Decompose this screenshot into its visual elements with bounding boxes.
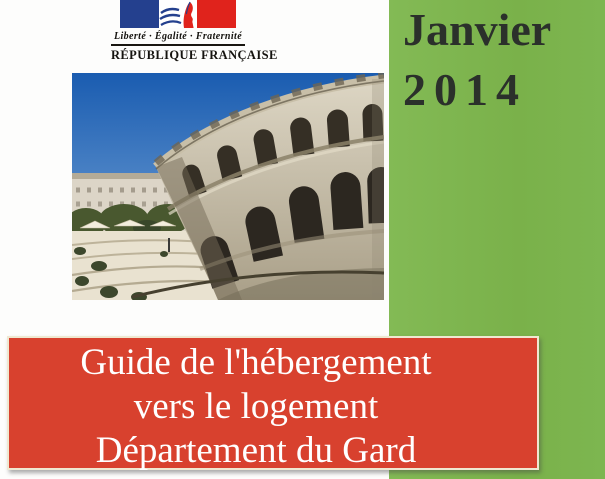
title-line-2: vers le logement [133, 386, 379, 427]
nimes-arena-photo [72, 73, 384, 300]
date-year: 2014 [403, 64, 527, 115]
photo-lamppost [168, 238, 170, 252]
logo-motto: Liberté · Égalité · Fraternité [113, 31, 243, 42]
french-republic-logo [111, 0, 278, 63]
title-banner [7, 336, 539, 470]
date-text [403, 0, 551, 120]
logo-republic-name: RÉPUBLIQUE FRANÇAISE [111, 48, 278, 62]
title-line-3: Département du Gard [95, 430, 417, 471]
title-line-1: Guide de l'hébergement [80, 342, 432, 383]
logo-divider [111, 44, 245, 46]
date-month: Janvier [403, 4, 552, 55]
french-flag-marianne-icon [120, 0, 236, 28]
